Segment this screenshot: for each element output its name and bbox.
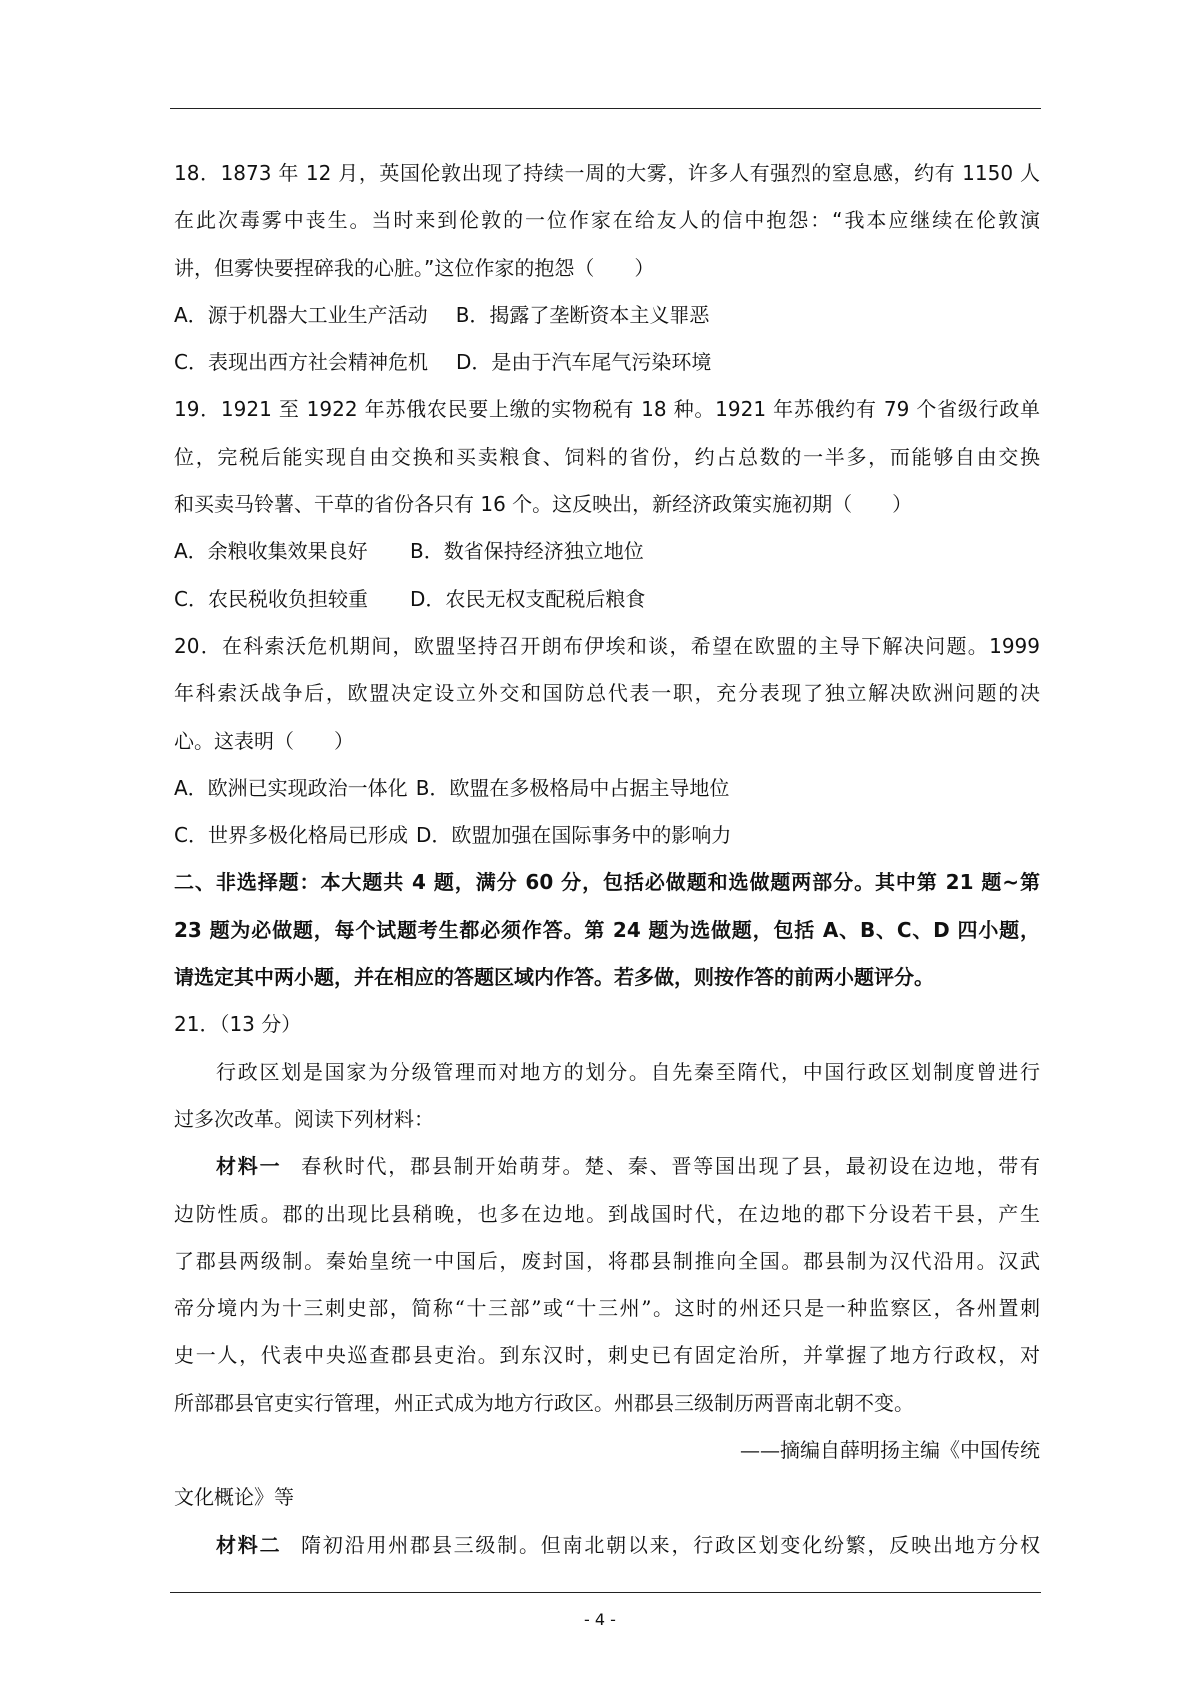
q19-option-c: C．农民税收负担较重	[174, 586, 368, 611]
q21-header: 21．（13 分）	[174, 1012, 302, 1037]
q19-line-1: 19．1921 至 1922 年苏俄农民要上缴的实物税有 18 种。1921 年苏俄约有 79 个省级行政单	[174, 397, 1040, 422]
q18-option-c: C．表现出西方社会精神危机	[174, 350, 428, 375]
material1-label: 材料一	[216, 1154, 282, 1179]
q20-line-2: 年科索沃战争后，欧盟决定设立外交和国防总代表一职，充分表现了独立解决欧洲问题的决	[174, 681, 1040, 706]
q20-option-c: C．世界多极化格局已形成	[174, 823, 408, 848]
q19-options-cd	[174, 576, 1040, 623]
q19-line-2: 位，完税后能实现自由交换和买卖粮食、饲料的省份，约占总数的一半多，而能够自由交换	[174, 444, 1040, 469]
section2-line-3: 请选定其中两小题，并在相应的答题区域内作答。若多做，则按作答的前两小题评分。	[174, 965, 934, 990]
material1-line-1	[174, 1143, 1040, 1190]
material1-text-1: 春秋时代，郡县制开始萌芽。楚、秦、晋等国出现了县，最初设在边地，带有	[299, 1154, 1040, 1179]
material2-line-1	[174, 1522, 1040, 1569]
material1-line-4: 帝分境内为十三刺史部，简称“十三部”或“十三州”。这时的州还只是一种监察区，各州置刺	[174, 1296, 1040, 1321]
material1-line-3: 了郡县两级制。秦始皇统一中国后，废封国，将郡县制推向全国。郡县制为汉代沿用。汉武	[174, 1248, 1040, 1273]
q21-intro-line-2: 过多次改革。阅读下列材料：	[174, 1106, 434, 1131]
header-rule	[170, 108, 1041, 109]
material1-line-5: 史一人，代表中央巡查郡县吏治。到东汉时，刺史已有固定治所，并掌握了地方行政权，对	[174, 1343, 1040, 1368]
page-number: - 4 -	[584, 1610, 616, 1629]
q20-options-cd	[174, 812, 1040, 859]
q20-options-ab	[174, 765, 1040, 812]
material2-text-1: 隋初沿用州郡县三级制。但南北朝以来，行政区划变化纷繁，反映出地方分权	[299, 1532, 1040, 1557]
q18-option-a: A．源于机器大工业生产活动	[174, 302, 428, 327]
footer-rule	[170, 1592, 1041, 1593]
q19-option-a: A．余粮收集效果良好	[174, 539, 368, 564]
q20-option-b: B．欧盟在多极格局中占据主导地位	[415, 775, 730, 800]
section2-line-1: 二、非选择题：本大题共 4 题，满分 60 分，包括必做题和选做题两部分。其中第 21 题~第	[174, 870, 1040, 895]
q19-line-3: 和买卖马铃薯、干草的省份各只有 16 个。这反映出，新经济政策实施初期（ ）	[174, 492, 913, 517]
section2-line-2: 23 题为必做题，每个试题考生都必须作答。第 24 题为选做题，包括 A、B、C、D 四小题，	[174, 917, 1040, 942]
q18-line-1: 18．1873 年 12 月，英国伦敦出现了持续一周的大雾，许多人有强烈的窒息感，约有 1150 人	[174, 161, 1040, 185]
material1-line-2: 边防性质。郡的出现比县稍晚，也多在边地。到战国时代，在边地的郡下分设若干县，产生	[174, 1201, 1040, 1226]
q20-option-a: A．欧洲已实现政治一体化	[174, 775, 408, 800]
q18-line-2: 在此次毒雾中丧生。当时来到伦敦的一位作家在给友人的信中抱怨：“我本应继续在伦敦演	[174, 208, 1040, 233]
q19-option-d: D．农民无权支配税后粮食	[410, 586, 646, 611]
q18-line-3: 讲，但雾快要捏碎我的心脏。”这位作家的抱怨（ ）	[174, 255, 655, 280]
material1-source-line-2: 文化概论》等	[174, 1485, 294, 1510]
q20-line-1: 20．在科索沃危机期间，欧盟坚持召开朗布伊埃和谈，希望在欧盟的主导下解决问题。1999	[174, 633, 1040, 658]
material2-label: 材料二	[216, 1532, 282, 1557]
material1-line-6: 所部郡县官吏实行管理，州正式成为地方行政区。州郡县三级制历两晋南北朝不变。	[174, 1390, 914, 1415]
q21-intro-line-1: 行政区划是国家为分级管理而对地方的划分。自先秦至隋代，中国行政区划制度曾进行	[216, 1059, 1040, 1084]
q19-options-ab	[174, 528, 1040, 575]
q18-option-b: B．揭露了垄断资本主义罪恶	[455, 302, 710, 327]
document-body	[174, 150, 1040, 1569]
q18-options-ab	[174, 292, 1040, 339]
q20-line-3: 心。这表明（ ）	[174, 728, 354, 753]
material1-source-line-1: ——摘编自薛明扬主编《中国传统	[740, 1438, 1040, 1463]
q20-option-d: D．欧盟加强在国际事务中的影响力	[415, 823, 732, 848]
q18-option-d: D．是由于汽车尾气污染环境	[455, 350, 712, 375]
q19-option-b: B．数省保持经济独立地位	[410, 539, 644, 564]
q18-options-cd	[174, 339, 1040, 386]
